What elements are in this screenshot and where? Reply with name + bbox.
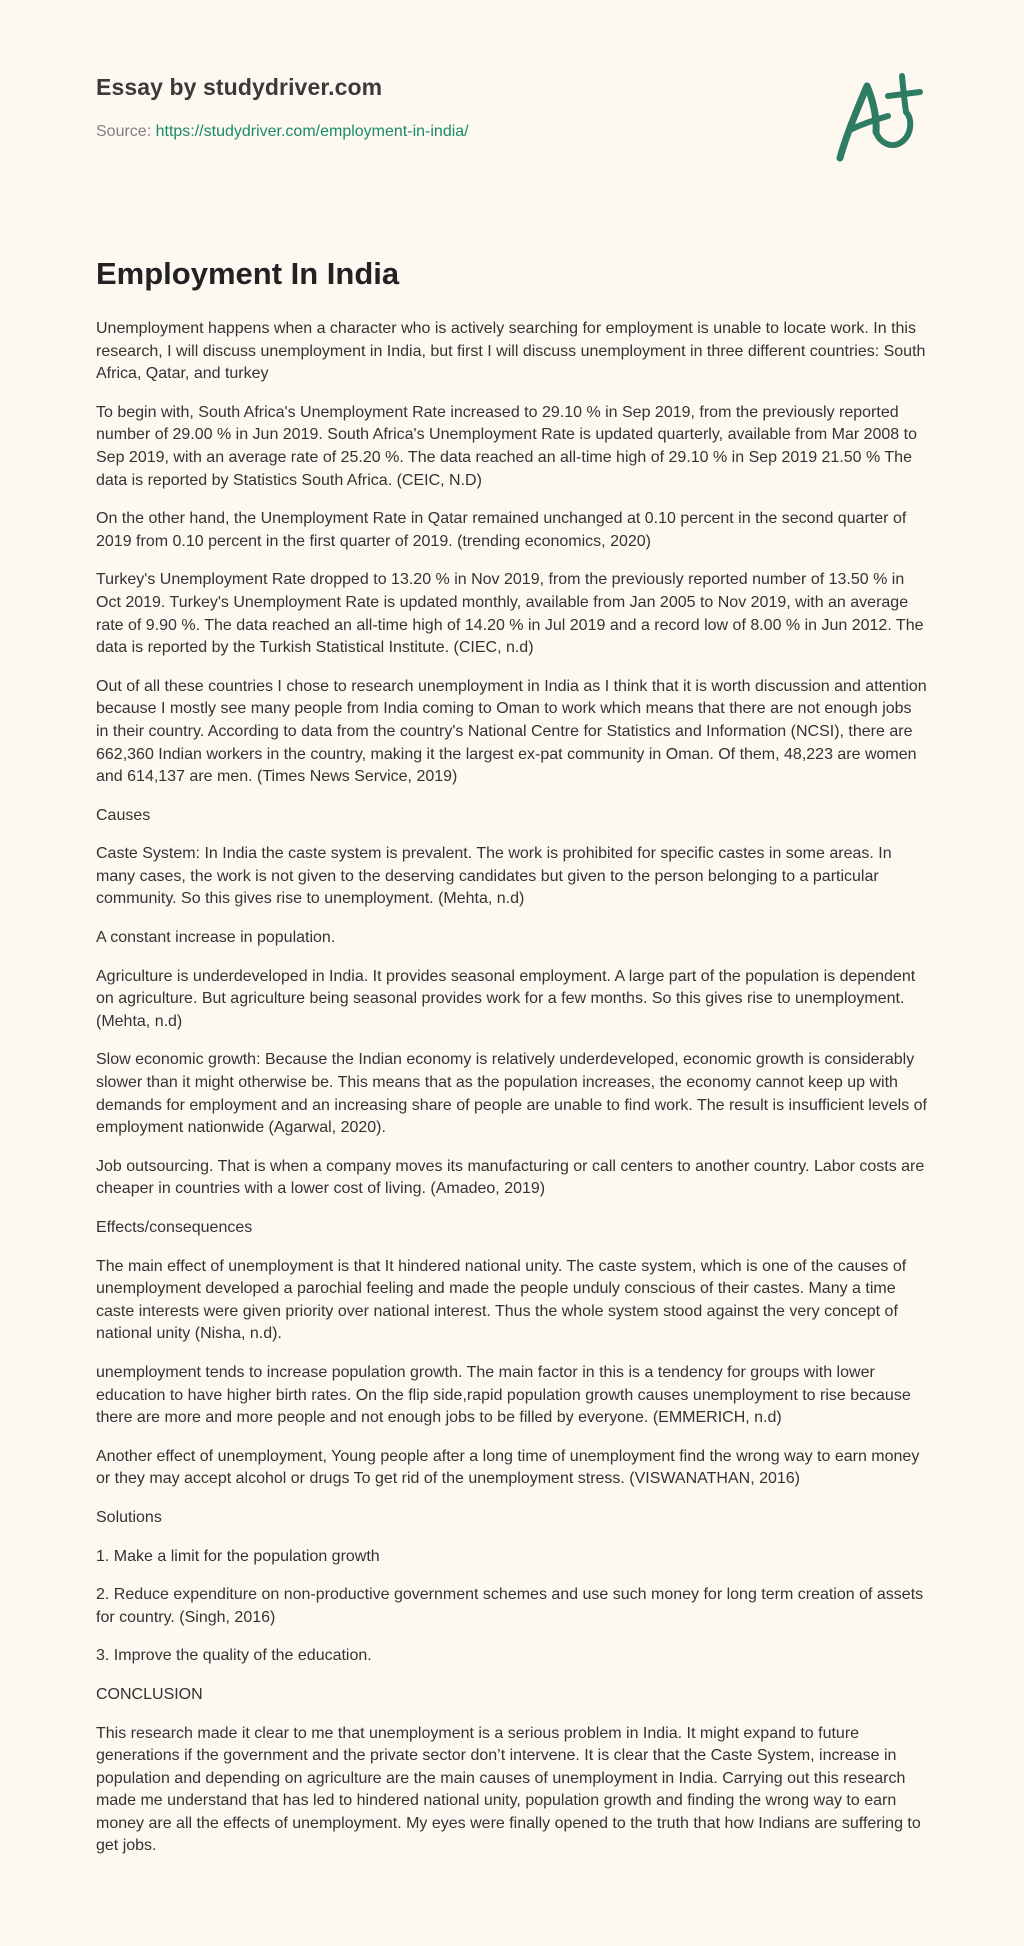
- section-heading-solutions: Solutions: [96, 1508, 162, 1526]
- page-header: [96, 0, 928, 200]
- paragraph-economic-growth: Slow economic growth: Because the Indian economy is relatively underdeveloped, economic growth is considerably slower than it might otherwise be. This means that as the population increases, the economy cannot keep up with demands for employment and an increasing share of people are unable to find work. The result is insufficient levels of employment nationwide (Agarwal, 2020).: [96, 1051, 927, 1137]
- solution-item-3: 3. Improve the quality of the education.: [96, 1647, 372, 1665]
- paragraph-intro: Unemployment happens when a character who is actively searching for employment is unable to locate work. In this research, I will discuss unemployment in India, but first I will discuss unemployment in three different countries: South Africa, Qatar, and turkey: [96, 320, 926, 383]
- paragraph-young-people: Another effect of unemployment, Young people after a long time of unemployment find the wrong way to earn money or they may accept alcohol or drugs To get rid of the unemployment stress. (VISWANATHAN, 2016): [96, 1447, 920, 1488]
- section-heading-conclusion: CONCLUSION: [96, 1685, 203, 1703]
- section-heading-effects: Effects/consequences: [96, 1219, 253, 1236]
- section-heading-causes: Causes: [96, 806, 151, 824]
- article-body: [96, 250, 928, 1874]
- a-plus-logo-icon: [832, 70, 928, 166]
- paragraph-qatar: On the other hand, the Unemployment Rate in Qatar remained unchanged at 0.10 percent in the second quarter of 2019 from 0.10 percent in the first quarter of 2019. (trending economics, 2020): [96, 510, 907, 550]
- solution-item-1: 1. Make a limit for the population growth: [96, 1547, 380, 1565]
- paragraph-south-africa: To begin with, South Africa's Unemployment Rate increased to 29.10 % in Sep 2019, from the previously reported number of 29.00 % in Jun 2019. South Africa's Unemployment Rate is updated quarterly, available from Mar 2008 to Sep 2019, with an average rate of 25.20 %. The data reached an all-time high of 29.10 % in Sep 2019 21.50 % The data is reported by Statistics South Africa. (CEIC, N.D): [96, 403, 917, 489]
- paragraph-caste-system: Caste System: In India the caste system is prevalent. The work is prohibited for specific castes in some areas. In many cases, the work is not given to the deserving candidates but given to the person belonging to a particular community. So this gives rise to unemployment. (Mehta, n.d): [96, 845, 892, 908]
- solution-item-2: 2. Reduce expenditure on non-productive government schemes and use such money for long term creation of assets for country. (Singh, 2016): [96, 1586, 924, 1626]
- source-label: Source:: [96, 123, 152, 140]
- article-title: Employment In India: [96, 256, 400, 291]
- paragraph-agriculture: Agriculture is underdeveloped in India. It provides seasonal employment. A large part of the population is dependent on agriculture. But agriculture being seasonal provides work for a few months. So this gives rise to unemployment. (Mehta, n.d): [96, 967, 916, 1030]
- source-line: [96, 123, 469, 141]
- source-link[interactable]: https://studydriver.com/employment-in-india/: [155, 123, 469, 140]
- paragraph-population: A constant increase in population.: [96, 929, 336, 947]
- site-title: Essay by studydriver.com: [96, 74, 383, 100]
- paragraph-conclusion: This research made it clear to me that unemployment is a serious problem in India. It might expand to future generations if the government and the private sector don’t intervene. It is clear that the Caste System, increase in population and depending on agriculture are the main causes of unemployment in India. Carrying out this research made me understand that has led to hindered national unity, population growth and finding the wrong way to earn money are all the effects of unemployment. My eyes were finally opened to the truth that how Indians are suffering to get jobs.: [96, 1724, 921, 1855]
- paragraph-outsourcing: Job outsourcing. That is when a company moves its manufacturing or call centers to another country. Labor costs are cheaper in countries with a lower cost of living. (Amadeo, 2019): [96, 1157, 925, 1198]
- paragraph-population-growth: unemployment tends to increase population growth. The main factor in this is a tendency for groups with lower education to have higher birth rates. On the flip side,rapid population growth causes unemployment to rise because there are more and more people and not enough jobs to be filled by everyone. (EMMERICH, n.d): [96, 1363, 911, 1427]
- paragraph-national-unity: The main effect of unemployment is that It hindered national unity. The caste system, which is one of the causes of unemployment developed a parochial feeling and made the people unduly conscious of their castes. Many a time caste interests were given priority over national interest. Thus the whole system stood against the very concept of national unity (Nisha, n.d).: [96, 1257, 907, 1343]
- paragraph-india-oman: Out of all these countries I chose to research unemployment in India as I think that it is worth discussion and attention because I mostly see many people from India coming to Oman to work which means that there are not enough jobs in their country. According to data from the country's National Centre for Statistics and Information (NCSI), there are 662,360 Indian workers in the country, making it the largest ex-pat community in Oman. Of them, 48,223 are women and 614,137 are men. (Times News Service, 2019): [96, 677, 927, 786]
- paragraph-turkey: Turkey's Unemployment Rate dropped to 13.20 % in Nov 2019, from the previously reported number of 13.50 % in Oct 2019. Turkey's Unemployment Rate is updated monthly, available from Jan 2005 to Nov 2019, with an average rate of 9.90 %. The data reached an all-time high of 14.20 % in Jul 2019 and a record low of 8.00 % in Jun 2012. The data is reported by the Turkish Statistical Institute. (CIEC, n.d): [96, 571, 924, 657]
